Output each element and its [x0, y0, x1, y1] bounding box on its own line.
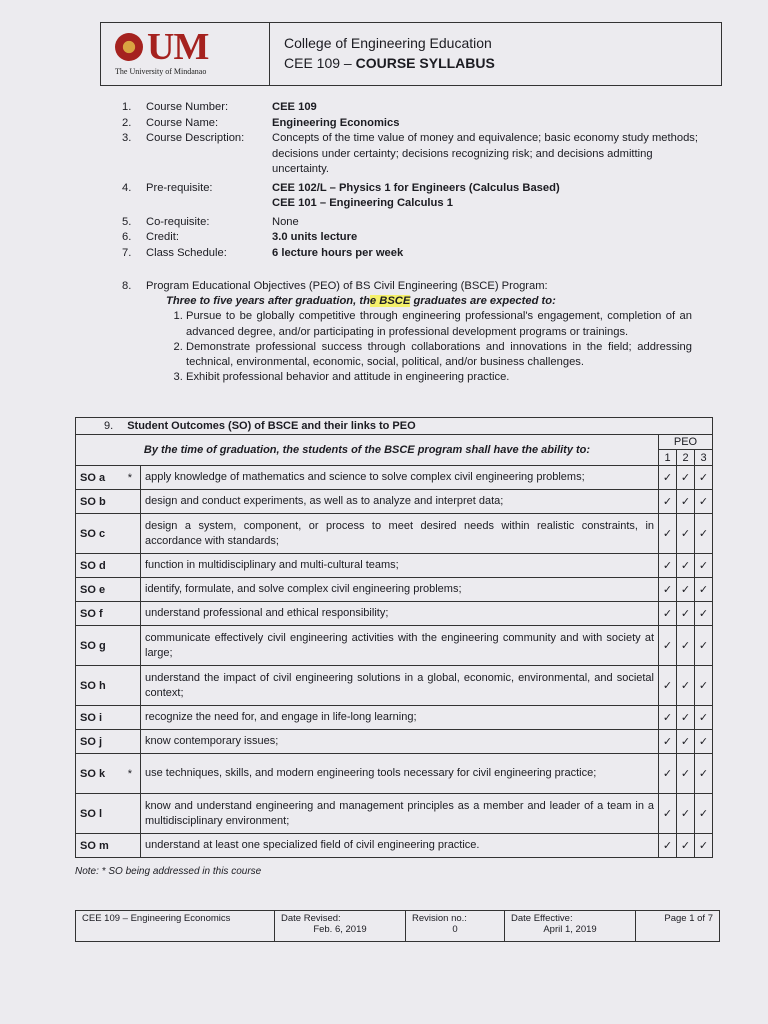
- peo-check-mark: ✓: [677, 666, 695, 706]
- so-description: design and conduct experiments, as well as to analyze and interpret data;: [141, 490, 659, 514]
- info-row: 1. Course Number: CEE 109: [122, 100, 700, 116]
- peo-col-header: 1: [659, 450, 677, 466]
- so-code: SO a *: [76, 466, 141, 490]
- peo-list: [122, 309, 692, 385]
- course-info: [122, 100, 700, 261]
- so-row: [76, 554, 713, 578]
- so-description: understand at least one specialized field of civil engineering practice.: [141, 834, 659, 858]
- peo-check-mark: ✓: [677, 514, 695, 554]
- so-description: know contemporary issues;: [141, 730, 659, 754]
- so-description: know and understand engineering and management principles as a member and leader of a team in a multidisciplinary environment;: [141, 794, 659, 834]
- footer-revision-no: Revision no.: 0: [406, 911, 505, 942]
- credit: 3.0 units lecture: [272, 231, 358, 243]
- peo-check-mark: ✓: [659, 602, 677, 626]
- so-description: understand professional and ethical responsibility;: [141, 602, 659, 626]
- so-row: [76, 602, 713, 626]
- peo-check-mark: ✓: [659, 554, 677, 578]
- highlight: e BSCE: [369, 295, 411, 308]
- so-code: SO c: [76, 514, 141, 554]
- course-description: Concepts of the time value of money and equivalence; basic economy study methods; decisions under certainty; decisions recognizing risk; and decisions admitting uncertainty.: [272, 132, 698, 175]
- peo-check-mark: ✓: [677, 626, 695, 666]
- so-row: [76, 754, 713, 794]
- peo-check-mark: ✓: [677, 602, 695, 626]
- peo-check-mark: ✓: [677, 490, 695, 514]
- addressed-star: *: [127, 767, 132, 780]
- peo-header: PEO: [659, 435, 713, 450]
- peo-check-mark: ✓: [695, 666, 713, 706]
- peo-item: 1. Pursue to be globally competitive through engineering professional's engagement, completion of an advanced degree, and/or participating in professional development programs or trainings.: [186, 309, 692, 339]
- peo-check-mark: ✓: [659, 754, 677, 794]
- so-code: SO m: [76, 834, 141, 858]
- so-code: SO d: [76, 554, 141, 578]
- peo-check-mark: ✓: [695, 466, 713, 490]
- peo-heading: Program Educational Objectives (PEO) of BS Civil Engineering (BSCE) Program:: [146, 280, 548, 292]
- so-description: communicate effectively civil engineering activities with the engineering community and with society at large;: [141, 626, 659, 666]
- peo-item: 2. Demonstrate professional success through collaborations and innovations in the field; addressing technical, environmental, economic, social, political, and/or business challenges.: [186, 340, 692, 370]
- so-row: [76, 730, 713, 754]
- peo-check-mark: ✓: [695, 602, 713, 626]
- peo-check-mark: ✓: [695, 706, 713, 730]
- college-name: College of Engineering Education: [284, 35, 492, 51]
- so-intro: By the time of graduation, the students of the BSCE program shall have the ability to:: [76, 435, 659, 466]
- so-code: SO b: [76, 490, 141, 514]
- document-title: CEE 109 – COURSE SYLLABUS: [284, 55, 495, 71]
- course-name: Engineering Economics: [272, 116, 400, 129]
- so-description: apply knowledge of mathematics and science to solve complex civil engineering problems;: [141, 466, 659, 490]
- peo-check-mark: ✓: [659, 626, 677, 666]
- peo-check-mark: ✓: [677, 730, 695, 754]
- peo-check-mark: ✓: [677, 794, 695, 834]
- so-description: understand the impact of civil engineering solutions in a global, economic, environmental, and societal context;: [141, 666, 659, 706]
- so-code: SO h: [76, 666, 141, 706]
- so-row: [76, 626, 713, 666]
- logo-subtitle: The University of Mindanao: [115, 67, 207, 76]
- so-code: SO k *: [76, 754, 141, 794]
- peo-col-header: 2: [677, 450, 695, 466]
- addressed-star: *: [127, 471, 132, 484]
- so-row: [76, 578, 713, 602]
- footer-page-number: Page 1 of 7: [636, 911, 720, 942]
- footer-date-revised: Date Revised: Feb. 6, 2019: [275, 911, 406, 942]
- peo-check-mark: ✓: [659, 730, 677, 754]
- so-code: SO e: [76, 578, 141, 602]
- peo-check-mark: ✓: [659, 490, 677, 514]
- so-row: [76, 794, 713, 834]
- info-row: 6. Credit: 3.0 units lecture: [122, 230, 700, 246]
- prerequisites: CEE 102/L – Physics 1 for Engineers (Calculus Based) CEE 101 – Engineering Calculus 1: [272, 181, 560, 209]
- so-code: SO i: [76, 706, 141, 730]
- so-row: [76, 466, 713, 490]
- peo-check-mark: ✓: [659, 666, 677, 706]
- peo-check-mark: ✓: [695, 578, 713, 602]
- peo-check-mark: ✓: [659, 466, 677, 490]
- so-code: SO g: [76, 626, 141, 666]
- footer-course: CEE 109 – Engineering Economics: [76, 911, 275, 942]
- peo-check-mark: ✓: [677, 706, 695, 730]
- so-description: identify, formulate, and solve complex civil engineering problems;: [141, 578, 659, 602]
- peo-check-mark: ✓: [659, 794, 677, 834]
- so-row: [76, 834, 713, 858]
- peo-check-mark: ✓: [677, 466, 695, 490]
- so-row: [76, 666, 713, 706]
- peo-check-mark: ✓: [659, 706, 677, 730]
- info-row: 4. Pre-requisite: CEE 102/L – Physics 1 for Engineers (Calculus Based) CEE 101 – Engineering Calculus 1: [122, 181, 700, 212]
- so-code: SO f: [76, 602, 141, 626]
- university-logo: [101, 23, 270, 85]
- student-outcomes-table: [75, 417, 713, 858]
- table-note: Note: * SO being addressed in this course: [75, 866, 262, 877]
- info-row: 2. Course Name: Engineering Economics: [122, 116, 700, 132]
- so-row: [76, 706, 713, 730]
- course-number: CEE 109: [272, 101, 317, 113]
- header-box: [100, 22, 722, 86]
- footer-table: [75, 910, 720, 942]
- info-row: 7. Class Schedule: 6 lecture hours per week: [122, 246, 700, 262]
- peo-check-mark: ✓: [695, 514, 713, 554]
- so-description: use techniques, skills, and modern engineering tools necessary for civil engineering practice;: [141, 754, 659, 794]
- peo-check-mark: ✓: [695, 834, 713, 858]
- logo-text: UM: [147, 26, 209, 68]
- peo-item: 3. Exhibit professional behavior and attitude in engineering practice.: [186, 370, 692, 385]
- peo-check-mark: ✓: [695, 754, 713, 794]
- so-table-title: 9. Student Outcomes (SO) of BSCE and their links to PEO: [76, 418, 713, 435]
- corequisite: None: [272, 215, 299, 228]
- peo-check-mark: ✓: [695, 554, 713, 578]
- header-title-block: [270, 23, 495, 85]
- so-code: SO l: [76, 794, 141, 834]
- peo-check-mark: ✓: [677, 554, 695, 578]
- peo-col-header: 3: [695, 450, 713, 466]
- peo-check-mark: ✓: [695, 626, 713, 666]
- peo-check-mark: ✓: [659, 834, 677, 858]
- peo-check-mark: ✓: [677, 834, 695, 858]
- peo-lead: Three to five years after graduation, the BSCE graduates are expected to:: [166, 295, 556, 308]
- so-row: [76, 514, 713, 554]
- so-description: design a system, component, or process to meet desired needs within realistic constraints, in accordance with standards;: [141, 514, 659, 554]
- footer-date-effective: Date Effective: April 1, 2019: [505, 911, 636, 942]
- peo-check-mark: ✓: [659, 578, 677, 602]
- peo-check-mark: ✓: [695, 490, 713, 514]
- so-description: recognize the need for, and engage in life-long learning;: [141, 706, 659, 730]
- info-row: 5. Co-requisite: None: [122, 215, 700, 231]
- seal-icon: [115, 33, 143, 61]
- class-schedule: 6 lecture hours per week: [272, 246, 404, 259]
- info-row: 3. Course Description: Concepts of the time value of money and equivalence; basic economy study methods; decisions under certainty; decisions recognizing risk; and decisions admitting uncertainty.: [122, 131, 700, 178]
- peo-check-mark: ✓: [677, 754, 695, 794]
- peo-check-mark: ✓: [659, 514, 677, 554]
- peo-check-mark: ✓: [677, 578, 695, 602]
- peo-section: 8. Program Educational Objectives (PEO) of BS Civil Engineering (BSCE) Program: Three to five years after graduation, the BSCE graduates are expected to: 1. Pursue to be globally competitive through engineering professional's engagement, completion of an advanced degree, and/or participating in professional development programs or trainings. 2. Demonstrate professional success through collaborations and innovations in the field; addressing technical, environmental, economic, social, political, and/or business challenges. 3. Exhibit professional behavior and attitude in engineering practice.: [122, 279, 692, 385]
- peo-check-mark: ✓: [695, 730, 713, 754]
- peo-check-mark: ✓: [695, 794, 713, 834]
- so-code: SO j: [76, 730, 141, 754]
- so-description: function in multidisciplinary and multi-cultural teams;: [141, 554, 659, 578]
- so-row: [76, 490, 713, 514]
